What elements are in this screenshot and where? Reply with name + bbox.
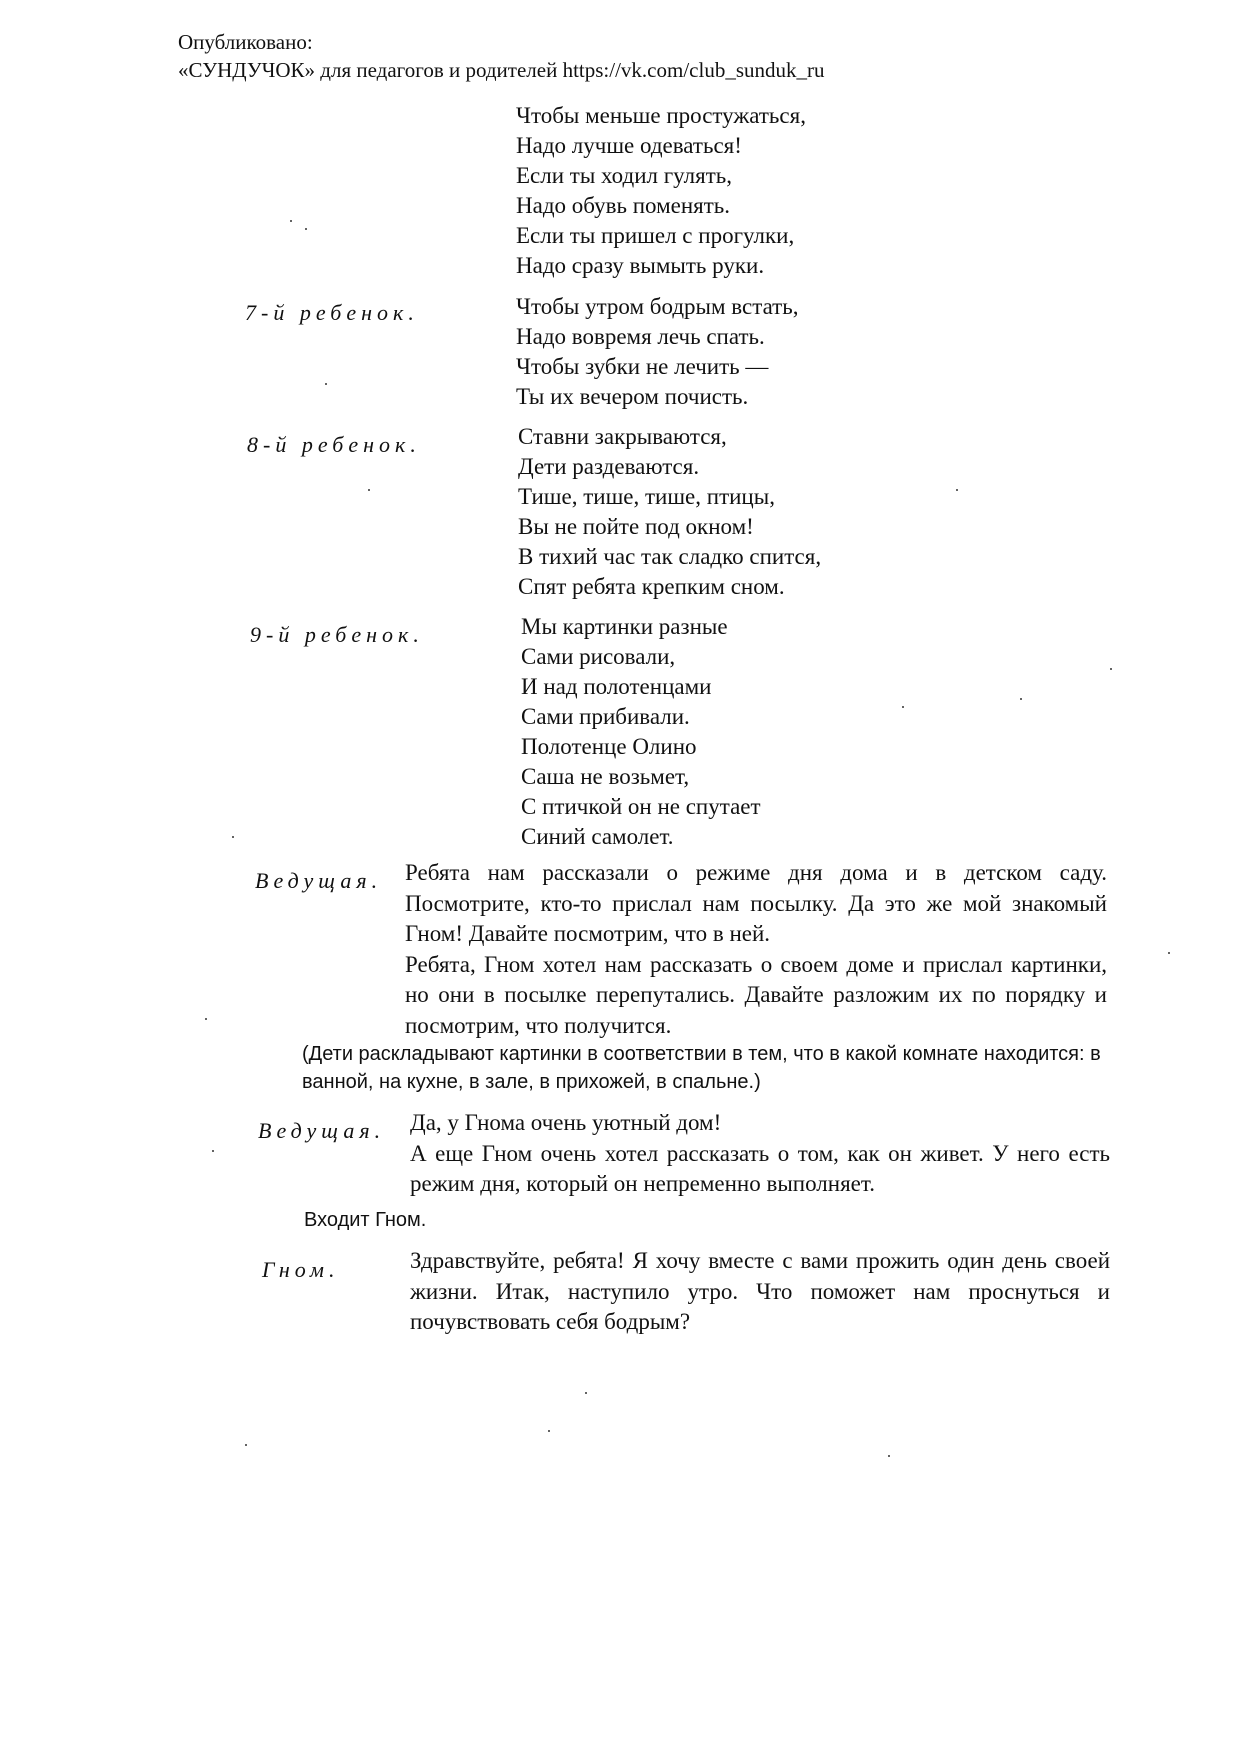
- verse-line: Если ты ходил гулять,: [516, 163, 733, 188]
- verse-line: Ставни закрываются,: [518, 424, 727, 449]
- scan-speck: [1110, 668, 1112, 670]
- gnome-speech: [410, 1246, 1110, 1338]
- verse-line: Чтобы зубки не лечить —: [516, 354, 769, 379]
- speaker-gnome: Гном.: [262, 1257, 340, 1282]
- verse-line: Сами рисовали,: [521, 644, 676, 669]
- host-2-paragraph-2: А еще Гном очень хотел рассказать о том, как он живет. У него есть режим дня, который он непременно выполняет.: [410, 1140, 1110, 1196]
- stage-direction-text: Входит Гном.: [304, 1209, 427, 1231]
- scan-speck: [305, 228, 307, 230]
- host-1-paragraph-1: Ребята нам рассказали о режиме дня дома и в детском саду. Посмотрите, кто-то прислал нам посылку. Да это же мой знакомый Гном! Давайте посмотрим, что в ней.: [405, 860, 1107, 946]
- host-1-speech: [405, 858, 1107, 1041]
- publication-header: [178, 28, 825, 84]
- scan-speck: [888, 1455, 890, 1457]
- verse-line: Надо обувь поменять.: [516, 193, 731, 218]
- host-1-paragraph-2: Ребята, Гном хотел нам рассказать о своем доме и прислал картинки, но они в посылке перепутались. Давайте разложим их по порядку и посмотрим, что получится.: [405, 951, 1107, 1038]
- scan-speck: [205, 1018, 207, 1020]
- scan-speck: [290, 220, 292, 222]
- verse-line: Чтобы утром бодрым встать,: [516, 294, 799, 319]
- verse-line: Тише, тише, тише, птицы,: [518, 484, 775, 509]
- header-source-line: «СУНДУЧОК» для педагогов и родителей https://vk.com/club_sunduk_ru: [178, 58, 825, 82]
- stage-direction-1: [302, 1040, 1107, 1096]
- speaker-child-9: 9-й ребенок.: [250, 622, 424, 647]
- header-published-label: Опубликовано:: [178, 30, 313, 54]
- verse-line: Вы не пойте под окном!: [518, 514, 754, 539]
- verse-line: Саша не возьмет,: [521, 764, 690, 789]
- verse-line: И над полотенцами: [521, 674, 712, 699]
- stage-direction-2: [304, 1206, 426, 1234]
- verse-intro: [516, 101, 806, 281]
- verse-child-8: [518, 422, 821, 602]
- scan-speck: [548, 1430, 550, 1432]
- verse-line: Синий самолет.: [521, 824, 674, 849]
- speaker-host-1: Ведущая.: [255, 868, 383, 893]
- verse-line: Мы картинки разные: [521, 614, 728, 639]
- scan-speck: [1168, 952, 1170, 954]
- stage-direction-text: (Дети раскладывают картинки в соответствии в тем, что в какой комнате находится: в ванной, на кухне, в зале, в прихожей, в спальне.): [302, 1043, 1101, 1093]
- scan-speck: [325, 383, 327, 385]
- scan-speck: [1020, 698, 1022, 700]
- scan-speck: [902, 706, 904, 708]
- scan-speck: [956, 489, 958, 491]
- verse-line: В тихий час так сладко спится,: [518, 544, 822, 569]
- verse-line: Надо сразу вымыть руки.: [516, 253, 765, 278]
- verse-line: Чтобы меньше простужаться,: [516, 103, 806, 128]
- verse-line: С птичкой он не спутает: [521, 794, 761, 819]
- scan-speck: [245, 1444, 247, 1446]
- speaker-child-8: 8-й ребенок.: [247, 432, 421, 457]
- scan-speck: [368, 489, 370, 491]
- verse-line: Если ты пришел с прогулки,: [516, 223, 795, 248]
- scan-speck: [232, 836, 234, 838]
- verse-line: Спят ребята крепким сном.: [518, 574, 785, 599]
- host-2-paragraph-1: Да, у Гнома очень уютный дом!: [410, 1110, 722, 1135]
- speaker-child-7: 7-й ребенок.: [245, 300, 419, 325]
- host-2-speech: [410, 1108, 1110, 1200]
- verse-line: Сами прибивали.: [521, 704, 690, 729]
- verse-line: Надо вовремя лечь спать.: [516, 324, 765, 349]
- scan-speck: [585, 1392, 587, 1394]
- verse-line: Ты их вечером почисть.: [516, 384, 749, 409]
- gnome-paragraph: Здравствуйте, ребята! Я хочу вместе с вами прожить один день своей жизни. Итак, наступило утро. Что поможет нам проснуться и почувствовать себя бодрым?: [410, 1248, 1110, 1334]
- verse-line: Дети раздеваются.: [518, 454, 700, 479]
- verse-line: Полотенце Олино: [521, 734, 697, 759]
- scan-speck: [212, 1150, 214, 1152]
- verse-child-7: [516, 292, 798, 412]
- verse-line: Надо лучше одеваться!: [516, 133, 742, 158]
- speaker-host-2: Ведущая.: [258, 1118, 386, 1143]
- verse-child-9: [521, 612, 761, 852]
